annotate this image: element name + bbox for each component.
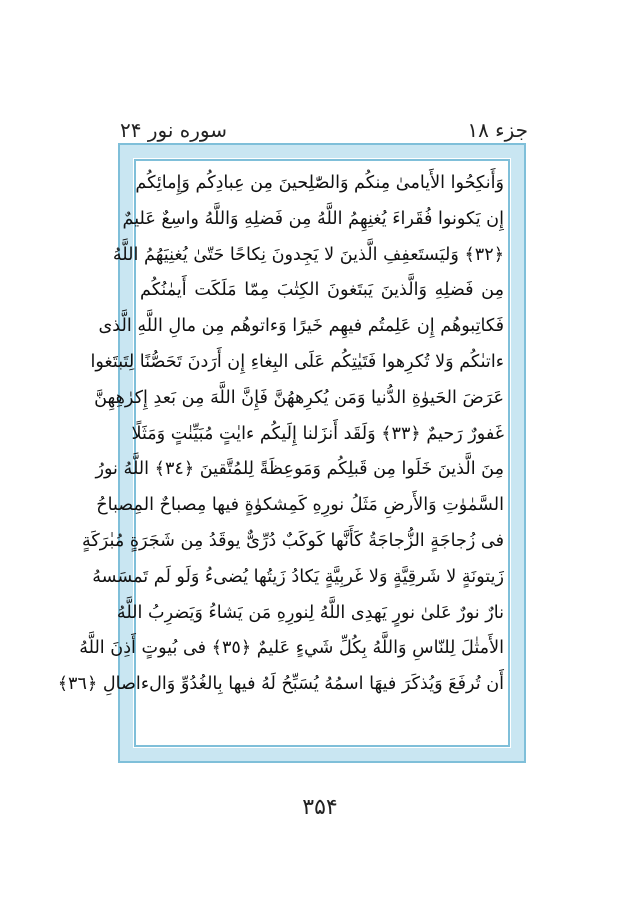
- text-line: السَّمٰوٰتِ وَالأَرضِ مَثَلُ نورِهِ كَمِشكوٰةٍ فيها مِصباحٌ المِصباحُ: [96, 495, 504, 516]
- surah-label: سوره نور ۲۴: [120, 118, 227, 142]
- text-line: وَأَنكِحُوا الأَيامىٰ مِنكُم وَالصّٰلِحينَ مِن عِبادِكُم وَإِمائِكُم: [135, 173, 504, 193]
- text-line: إِن يَكونوا فُقَراءَ يُغنِهِمُ اللَّهُ مِن فَضلِهِ وَاللَّهُ واسِعٌ عَليمٌ: [122, 208, 504, 229]
- page-number: ۳۵۴: [302, 795, 338, 820]
- text-line: زَيتونَةٍ لا شَرقِيَّةٍ وَلا غَربِيَّةٍ يَكادُ زَيتُها يُضىءُ وَلَو لَم تَمسَسهُ: [92, 566, 504, 587]
- text-line: ءاتىٰكُم وَلا تُكرِهوا فَتَيٰتِكُم عَلَى البِغاءِ إِن أَرَدنَ تَحَصُّنًا لِتَبتَغوا: [90, 351, 504, 372]
- text-line: الأَمثٰلَ لِلنّاسِ وَاللَّهُ بِكُلِّ شَيءٍ عَليمٌ ﴿٣٥﴾ فى بُيوتٍ أَذِنَ اللَّهُ: [79, 638, 504, 659]
- text-line: نارٌ نورٌ عَلىٰ نورٍ يَهدِى اللَّهُ لِنورِهِ مَن يَشاءُ وَيَضرِبُ اللَّهُ: [116, 602, 504, 623]
- text-line: مِنَ الَّذينَ خَلَوا مِن قَبلِكُم وَمَوعِظَةً لِلمُتَّقينَ ﴿٣٤﴾ اللَّهُ نورُ: [95, 459, 504, 480]
- juz-label: جزء ۱۸: [467, 118, 528, 142]
- text-line: ﴿٣٢﴾ وَليَستَعفِفِ الَّذينَ لا يَجِدونَ نِكاحًا حَتّىٰ يُغنِيَهُمُ اللَّهُ: [112, 244, 504, 265]
- text-line: فَكاتِبوهُم إِن عَلِمتُم فيهِم خَيرًا وَءاتوهُم مِن مالِ اللَّهِ الَّذى: [98, 316, 504, 337]
- text-line: أَن تُرفَعَ وَيُذكَرَ فيهَا اسمُهُ يُسَبِّحُ لَهُ فيها بِالغُدُوِّ وَالءاصالِ ﴿٣٦﴾: [57, 674, 504, 695]
- text-line: غَفورٌ رَحيمٌ ﴿٣٣﴾ وَلَقَد أَنزَلنا إِلَيكُم ءايٰتٍ مُبَيِّنٰتٍ وَمَثَلًا: [131, 423, 504, 444]
- text-line: عَرَضَ الحَيوٰةِ الدُّنيا وَمَن يُكرِههُنَّ فَإِنَّ اللَّهَ مِن بَعدِ إِكرٰهِهِنَّ: [94, 387, 504, 408]
- text-line: مِن فَضلِهِ وَالَّذينَ يَبتَغونَ الكِتٰبَ مِمّا مَلَكَت أَيمٰنُكُم: [140, 280, 504, 301]
- quran-text: [57, 166, 504, 740]
- text-line: فى زُجاجَةٍ الزُّجاجَةُ كَأَنَّها كَوكَبٌ دُرِّىٌّ يوقَدُ مِن شَجَرَةٍ مُبٰرَكَةٍ: [82, 530, 504, 551]
